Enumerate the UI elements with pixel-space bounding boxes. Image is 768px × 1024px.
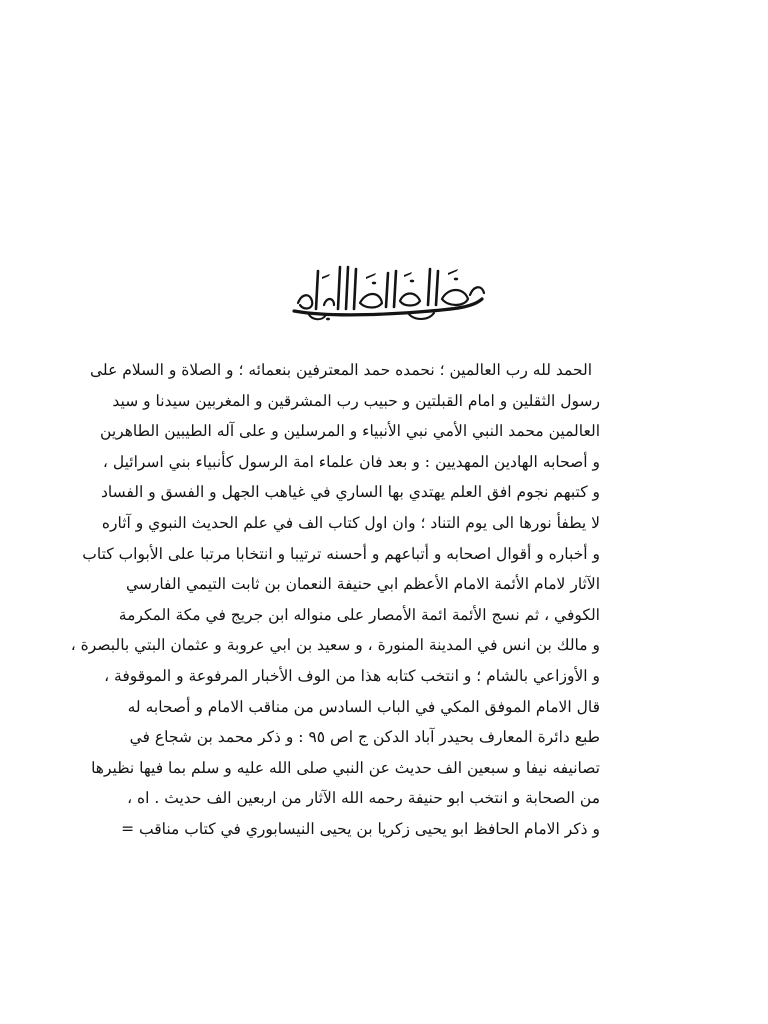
text-line-3: العالمين محمد النبي الأمي نبي الأنبياء و المرسلين و على آله الطيبين الطاهرين: [100, 422, 600, 441]
body-text: [70, 355, 600, 845]
text-line-12: قال الامام الموفق المكي في الباب السادس من مناقب الامام و أصحابه له: [127, 697, 600, 716]
text-line-6: لا يطفأ نورها الى يوم التناد ؛ وان اول كتاب الف في علم الحديث النبوي و آثاره: [101, 513, 600, 532]
text-line-7: و أخباره و أقوال اصحابه و أتباعهم و أحسنه ترتيبا و انتخابا مرتبا على الأبواب كتاب: [82, 544, 600, 563]
text-line-5: و كتبهم نجوم افق العلم يهتدي بها الساري في غياهب الجهل و الفسق و الفساد: [100, 483, 600, 502]
text-line-14: تصانيفه نيفا و سبعين الف حديث عن النبي صلى الله عليه و سلم بما فيها نظيرها: [91, 758, 600, 777]
text-line-13: طبع دائرة المعارف بحيدر آباد الدكن ج اص ٩٥ : و ذكر محمد بن شجاع في: [129, 728, 600, 747]
text-line-2: رسول الثقلين و امام القبلتين و حبيب رب المشرقين و المغربين سيدنا و سيد: [112, 391, 600, 410]
text-line-9: الكوفي ، ثم نسج الأئمة ائمة الأمصار على منواله ابن جريج في مكة المكرمة: [118, 605, 600, 624]
text-line-16: و ذكر الامام الحافظ ابو يحيى زكريا بن يحيى النيسابوري في كتاب مناقب =: [121, 819, 600, 838]
basmala-calligraphy-art: [288, 255, 488, 325]
text-line-15: من الصحابة و انتخب ابو حنيفة رحمه الله الآثار من اربعين الف حديث . اه ،: [127, 789, 600, 808]
text-line-8: الآثار لامام الأئمة الامام الأعظم ابي حنيفة النعمان بن ثابت التيمي الفارسي: [125, 575, 600, 594]
text-line-10: و مالك بن انس في المدينة المنورة ، و سعيد بن ابي عروبة و عثمان البتي بالبصرة ،: [70, 636, 600, 655]
text-line-1: الحمد لله رب العالمين ؛ نحمده حمد المعترفين بنعمائه ؛ و الصلاة و السلام على: [90, 361, 592, 379]
text-line-4: و أصحابه الهادين المهديين : و بعد فان علماء امة الرسول كأنبياء بني اسرائيل ،: [102, 452, 600, 471]
text-line-11: و الأوزاعي بالشام ؛ و انتخب كتابه هذا من الوف الأخبار المرفوعة و الموقوفة ،: [104, 666, 600, 685]
basmala-calligraphy: [288, 255, 488, 325]
